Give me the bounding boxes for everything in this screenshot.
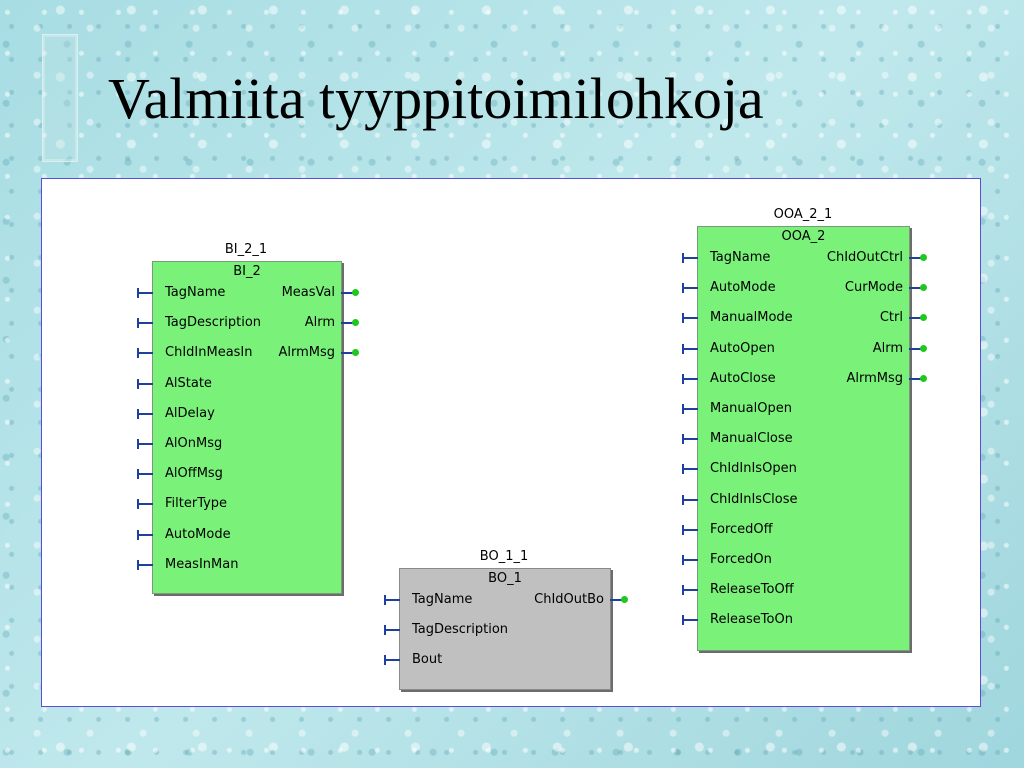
bi-input-port-label: AutoMode (165, 526, 231, 542)
bi-input-port-label: MeasInMan (165, 556, 239, 572)
ooa-instance-name: OOA_2_1 (773, 207, 833, 222)
ooa-input-port-label: ManualOpen (710, 401, 792, 416)
ooa-input-port-label: ChIdInIsClose (710, 491, 798, 507)
ooa-input-port-label: ReleaseToOn (710, 612, 793, 628)
ooa-input-pin-releasetooff[interactable] (682, 589, 698, 591)
ooa-input-pin-chidinisclose[interactable] (682, 499, 698, 501)
bi-output-port-label: Alrm (304, 315, 335, 331)
bi-input-pin-aldelay[interactable] (137, 413, 153, 415)
ooa-input-port-label: ForcedOn (710, 552, 772, 567)
bi-input-port-label: ChIdInMeasIn (165, 345, 253, 361)
ooa-input-port-label: ForcedOff (710, 521, 773, 537)
ooa-input-pin-tagname[interactable] (682, 257, 698, 259)
bi-input-pin-aloffmsg[interactable] (137, 473, 153, 475)
diagram-canvas (41, 178, 981, 707)
bi-output-pin-alrm[interactable] (341, 322, 355, 324)
bo-input-pin-tagdescription[interactable] (384, 629, 400, 631)
ooa-output-port-label: AlrmMsg (846, 370, 903, 386)
decorative-bar (42, 34, 78, 162)
bi-input-port-label: FilterType (165, 496, 228, 512)
bi-instance-name: BI_2_1 (224, 242, 268, 257)
bi-input-port-label: TagName (165, 285, 226, 300)
ooa-input-pin-manualclose[interactable] (682, 438, 698, 440)
ooa-input-port-label: TagName (710, 250, 771, 265)
bo-function-block[interactable] (399, 568, 611, 690)
ooa-input-pin-autoclose[interactable] (682, 378, 698, 380)
bi-input-pin-tagdescription[interactable] (137, 322, 153, 324)
ooa-input-pin-manualmode[interactable] (682, 317, 698, 319)
bi-input-port-label: TagDescription (165, 315, 262, 331)
slide-title: Valmiita tyyppitoimilohkoja (108, 66, 764, 131)
bi-function-block[interactable] (152, 261, 342, 594)
bi-input-pin-alstate[interactable] (137, 383, 153, 385)
ooa-output-port-label: Alrm (872, 340, 903, 356)
ooa-output-pin-alrm[interactable] (909, 348, 923, 350)
ooa-output-port-label: CurMode (844, 280, 903, 296)
bo-output-port-label: ChIdOutBo (534, 592, 604, 607)
ooa-input-port-label: ChIdInIsOpen (710, 461, 797, 477)
ooa-output-pin-alrmmsg[interactable] (909, 378, 923, 380)
bi-input-port-label: AlOnMsg (165, 436, 223, 451)
bo-input-port-label: Bout (412, 652, 443, 668)
bi-output-port-label: MeasVal (281, 285, 335, 300)
bi-output-pin-measval[interactable] (341, 292, 355, 294)
ooa-input-port-label: AutoClose (710, 370, 776, 386)
ooa-output-pin-chidoutctrl[interactable] (909, 257, 923, 259)
bi-input-pin-chidinmeasin[interactable] (137, 352, 153, 354)
bi-output-port-label: AlrmMsg (278, 345, 335, 361)
ooa-input-port-label: AutoOpen (710, 340, 775, 356)
ooa-output-port-label: ChIdOutCtrl (826, 250, 903, 265)
ooa-input-pin-manualopen[interactable] (682, 408, 698, 410)
bo-type-name: BO_1 (488, 571, 522, 586)
ooa-input-pin-chidinisopen[interactable] (682, 468, 698, 470)
ooa-function-block[interactable] (697, 226, 910, 651)
ooa-input-pin-forcedon[interactable] (682, 559, 698, 561)
bi-input-pin-filtertype[interactable] (137, 503, 153, 505)
bi-input-port-label: AlState (165, 375, 212, 391)
bi-input-pin-automode[interactable] (137, 534, 153, 536)
bi-type-name: BI_2 (233, 264, 261, 279)
bi-input-pin-measinman[interactable] (137, 564, 153, 566)
ooa-input-port-label: ReleaseToOff (710, 582, 794, 598)
bi-input-pin-alonmsg[interactable] (137, 443, 153, 445)
ooa-type-name: OOA_2 (781, 229, 826, 244)
ooa-input-pin-releasetoon[interactable] (682, 619, 698, 621)
ooa-input-port-label: ManualClose (710, 431, 793, 447)
bo-input-port-label: TagName (412, 592, 473, 607)
ooa-output-port-label: Ctrl (879, 310, 903, 326)
bo-input-pin-tagname[interactable] (384, 599, 400, 601)
ooa-input-pin-automode[interactable] (682, 287, 698, 289)
bo-input-pin-bout[interactable] (384, 659, 400, 661)
bi-input-port-label: AlDelay (165, 405, 215, 421)
ooa-input-pin-forcedoff[interactable] (682, 529, 698, 531)
ooa-input-port-label: ManualMode (710, 310, 793, 326)
ooa-input-pin-autoopen[interactable] (682, 348, 698, 350)
ooa-output-pin-curmode[interactable] (909, 287, 923, 289)
bi-input-pin-tagname[interactable] (137, 292, 153, 294)
bi-input-port-label: AlOffMsg (165, 466, 223, 482)
bo-instance-name: BO_1_1 (479, 549, 529, 564)
ooa-input-port-label: AutoMode (710, 280, 776, 296)
ooa-output-pin-ctrl[interactable] (909, 317, 923, 319)
bo-input-port-label: TagDescription (412, 622, 509, 638)
bi-output-pin-alrmmsg[interactable] (341, 352, 355, 354)
bo-output-pin-chidoutbo[interactable] (610, 599, 624, 601)
